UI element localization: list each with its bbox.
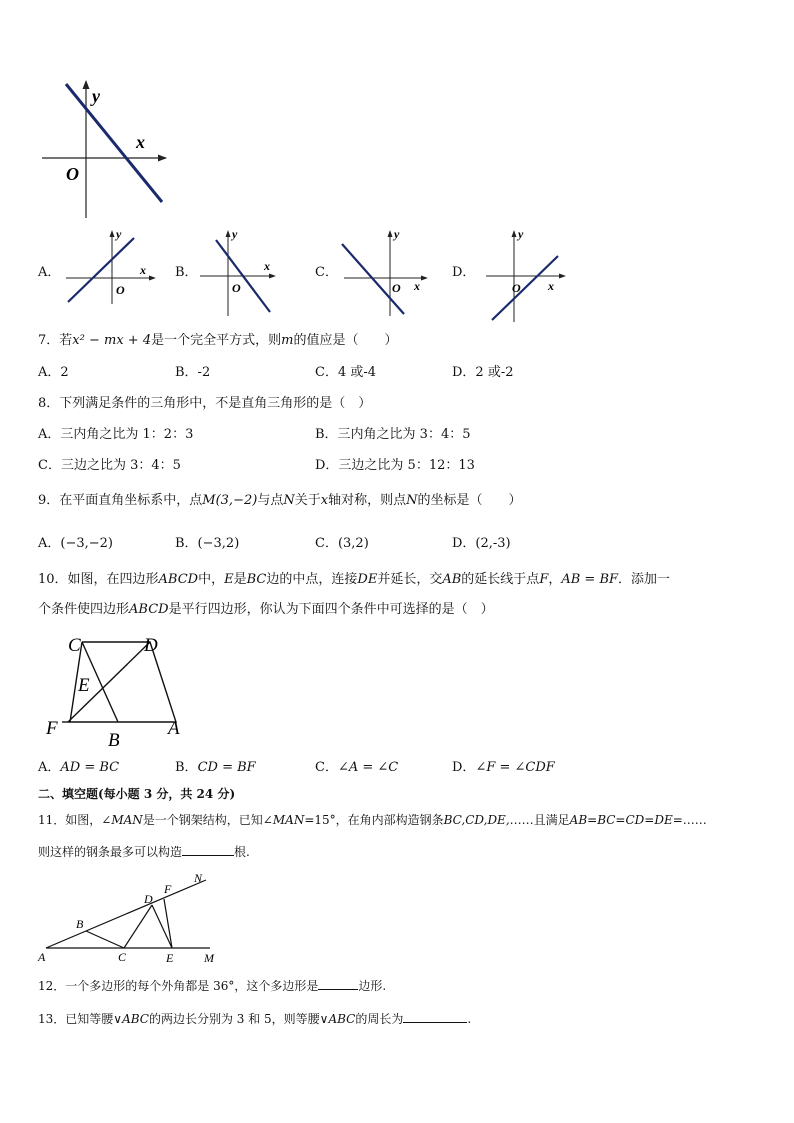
q13-d: . <box>467 1012 472 1026</box>
q10-l1-g: ， <box>548 572 562 587</box>
q13-answer-blank[interactable] <box>403 1010 467 1023</box>
q11-figure <box>34 868 230 968</box>
q6-option-c-graph <box>338 226 434 318</box>
q13-tri2: ∨ABC <box>319 1012 356 1026</box>
q10-l2-b: 是平行四边形，你认为下面四个条件中可选择的是（ ） <box>168 602 494 617</box>
q10-fig-e: E <box>78 675 90 696</box>
q11-angle: ∠MAN <box>101 813 143 827</box>
q10-c-expr: ∠A = ∠C <box>337 760 399 775</box>
q10-abbf: AB = BF <box>561 572 619 587</box>
q13-tri: ∨ABC <box>113 1012 149 1026</box>
q10-option-c <box>315 759 398 777</box>
q9-option-b: B．(−3,2) <box>175 536 240 551</box>
q10-d-letter: D． <box>452 760 476 775</box>
q7-option-b: B．-2 <box>175 365 211 380</box>
q9-option-d: D．(2,-3) <box>452 536 511 551</box>
q8-option-d: D．三边之比为 5：12：13 <box>315 458 475 473</box>
q6-option-a-letter: A． <box>38 265 61 280</box>
q12-b: 边形. <box>358 979 387 993</box>
q7-option-c: C．4 或-4 <box>315 365 377 380</box>
q9-point-n2: N <box>406 493 418 508</box>
q6-a-y: y <box>116 227 122 241</box>
q11-fig-n: N <box>194 871 203 885</box>
q9-stem-d: 轴对称，则点 <box>328 493 407 508</box>
q13-c: 的周长为 <box>355 1012 404 1026</box>
q10-fig-c: C <box>68 635 81 656</box>
q10-l2-a: 个条件使四边形 <box>38 602 130 617</box>
q7-option-a: A．2 <box>38 365 69 380</box>
q11-l1-e: …… <box>682 813 707 827</box>
q10-bc: BC <box>246 572 267 587</box>
q6-option-a-graph <box>62 226 158 306</box>
q6-option-d-letter: D． <box>452 265 476 280</box>
q7-option-d: D．2 或-2 <box>452 365 514 380</box>
q11-fig-f: F <box>164 882 172 896</box>
q6-b-x: x <box>264 259 270 273</box>
q10-b-letter: B． <box>175 760 198 775</box>
q9-stem-e: 的坐标是（ ） <box>417 493 522 508</box>
q7-stem <box>38 332 397 350</box>
q10-line1 <box>38 571 670 589</box>
q12-stem <box>38 977 386 995</box>
q7-var: m <box>281 333 294 348</box>
q10-fig-f: F <box>46 718 58 739</box>
q7-mid: 是一个完全平方式，则 <box>151 333 282 348</box>
q10-l1-d: 边的中点，连接 <box>266 572 358 587</box>
q10-option-b <box>175 759 256 777</box>
q6-c-y: y <box>394 227 400 241</box>
q6-option-c-letter: C． <box>315 265 338 280</box>
q11-answer-blank[interactable] <box>182 843 234 856</box>
q6-option-d-graph <box>484 226 570 324</box>
q13-stem <box>38 1010 471 1028</box>
q9-option-c: C．(3,2) <box>315 536 369 551</box>
q10-abcd2: ABCD <box>129 602 169 617</box>
section2-title: 二、填空题(每小题 3 分，共 24 分) <box>38 787 236 801</box>
q6-b-y: y <box>232 227 238 241</box>
q10-a-letter: A． <box>38 760 61 775</box>
q6-main-y-label: y <box>92 86 100 106</box>
q7-expr: x² − mx + 4 <box>72 333 152 348</box>
q9-stem-a: 9．在平面直角坐标系中，点 <box>38 493 203 508</box>
q11-segs: BC,CD,DE, <box>443 813 510 827</box>
q10-l1-h: ．添加一 <box>618 572 671 587</box>
q6-d-o: O <box>512 281 521 295</box>
q9-stem-b: 与点 <box>257 493 284 508</box>
q6-option-b-graph <box>198 226 280 318</box>
q10-l1-b: 中， <box>198 572 225 587</box>
q11-eq: AB=BC=CD=DE= <box>569 813 683 827</box>
q7-number: 7． <box>38 333 60 348</box>
q10-a-expr: AD = BC <box>60 760 120 775</box>
q10-de: DE <box>357 572 378 587</box>
q10-fig-a: A <box>168 718 180 739</box>
q11-fig-b: B <box>76 917 84 931</box>
q13-a: 13．已知等腰 <box>38 1012 114 1026</box>
q11-line2 <box>38 843 250 861</box>
q10-option-a <box>38 759 119 777</box>
q11-l1-b: 是一个钢架结构，已知∠ <box>142 813 273 827</box>
q10-abcd: ABCD <box>158 572 199 587</box>
q11-man: MAN <box>272 813 305 827</box>
q12-a: 12．一个多边形的每个外角都是 36°，这个多边形是 <box>38 979 319 993</box>
q6-d-y: y <box>518 227 524 241</box>
q6-a-o: O <box>116 283 125 297</box>
q9-stem-c: 关于 <box>294 493 321 508</box>
q6-main-graph <box>36 78 172 220</box>
q7-post: 的值应是（ ） <box>293 333 398 348</box>
q11-fig-d: D <box>144 892 153 906</box>
q9-point-m: M(3,−2) <box>202 493 258 508</box>
q10-d-expr: ∠F = ∠CDF <box>475 760 555 775</box>
q11-line1 <box>38 811 707 829</box>
q10-c-letter: C． <box>315 760 338 775</box>
q6-b-o: O <box>232 281 241 295</box>
q12-answer-blank[interactable] <box>318 977 358 990</box>
q8-option-a: A．三内角之比为 1：2：3 <box>38 427 194 442</box>
q9-stem <box>38 492 521 510</box>
q11-fig-a: A <box>38 950 46 964</box>
q11-fig-m: M <box>204 951 214 965</box>
q10-l1-e: 并延长，交 <box>377 572 443 587</box>
q11-l1-a: 11．如图， <box>38 813 102 827</box>
q9-option-a: A．(−3,−2) <box>38 536 113 551</box>
q11-l1-c: =15°，在角内部构造钢条 <box>304 813 444 827</box>
q6-main-x-label: x <box>136 132 145 152</box>
q10-l1-f: 的延长线于点 <box>461 572 540 587</box>
q6-main-o-label: O <box>66 164 79 184</box>
q8-stem: 8．下列满足条件的三角形中，不是直角三角形的是（ ） <box>38 396 372 411</box>
q6-d-x: x <box>548 279 554 293</box>
q10-figure <box>44 630 194 750</box>
q11-l1-d: ……且满足 <box>509 813 570 827</box>
q10-l1-c: 是 <box>233 572 247 587</box>
q6-option-b-letter: B． <box>175 265 198 280</box>
q6-c-o: O <box>392 281 401 295</box>
q11-fig-c: C <box>118 950 127 964</box>
q10-l1-a: 10．如图，在四边形 <box>38 572 159 587</box>
q10-line2 <box>38 601 494 619</box>
q11-l2-b: 根. <box>234 845 250 859</box>
q9-point-n: N <box>283 493 295 508</box>
q11-fig-e: E <box>166 951 174 965</box>
q13-b: 的两边长分别为 3 和 5，则等腰 <box>148 1012 320 1026</box>
q8-option-c: C．三边之比为 3：4：5 <box>38 458 181 473</box>
q7-pre: 若 <box>59 333 73 348</box>
q10-ab: AB <box>442 572 462 587</box>
q10-f: F <box>539 572 549 587</box>
q9-axis-x: x <box>320 493 329 508</box>
q10-e: E <box>224 572 234 587</box>
q6-a-x: x <box>140 263 146 277</box>
q10-b-expr: CD = BF <box>197 760 256 775</box>
q10-option-d <box>452 759 555 777</box>
q8-option-b: B．三内角之比为 3：4：5 <box>315 427 471 442</box>
q10-fig-d: D <box>144 635 158 656</box>
q10-fig-b: B <box>108 730 120 750</box>
q6-c-x: x <box>414 279 420 293</box>
q11-l2-a: 则这样的钢条最多可以构造 <box>38 845 183 859</box>
